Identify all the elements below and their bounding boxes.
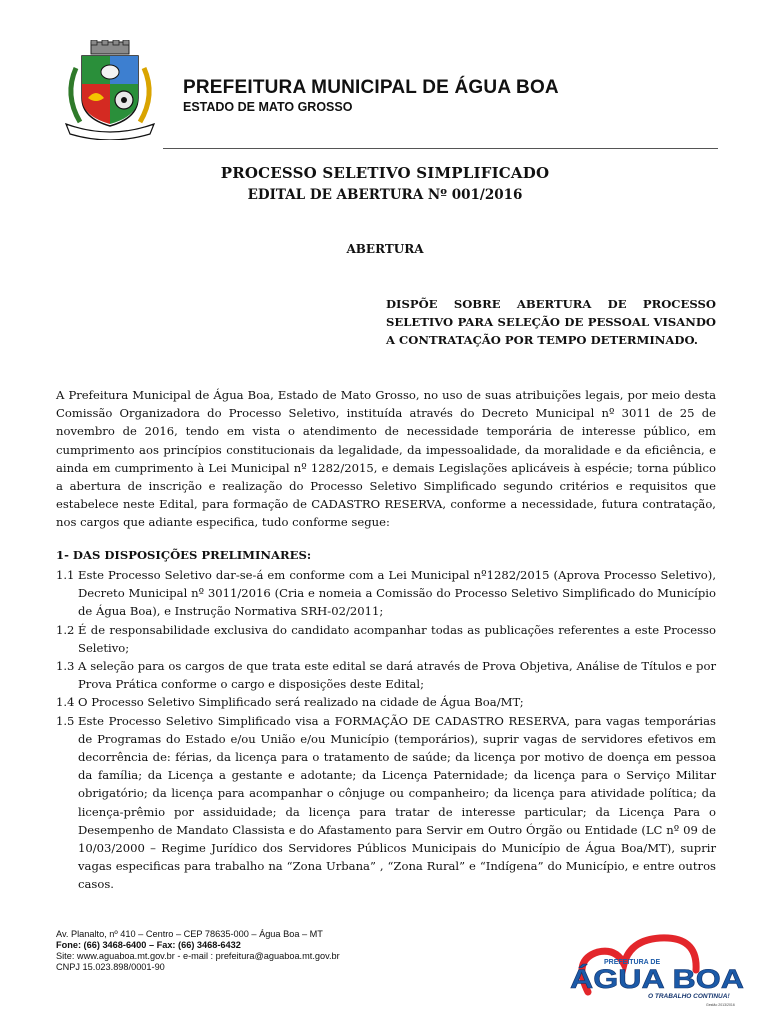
agua-boa-logo (568, 930, 748, 1012)
logo-caption: PREFEITURA DE (604, 959, 661, 966)
municipal-coat-of-arms-icon (58, 40, 162, 140)
list-item (56, 712, 716, 894)
item-text: A seleção para os cargos de que trata este edital se dará através de Prova Objetiva, Análise de Títulos e por Prova Prática conforme o cargo e disposições deste Edital; (78, 659, 716, 692)
ementa-word: DISPÕE (386, 297, 438, 311)
ementa-word: PROCESSO (642, 297, 716, 311)
footer-phone: Fone: (66) 3468-6400 – Fax: (66) 3468-6432 (56, 940, 241, 950)
section-1-title: 1- DAS DISPOSIÇÕES PRELIMINARES: (56, 548, 312, 562)
document-title: PROCESSO SELETIVO SIMPLIFICADO (220, 164, 550, 182)
item-text: Este Processo Seletivo dar-se-á em conforme com a Lei Municipal nº1282/2015 (Aprova Processo Seletivo), Decreto Municipal nº 3011/2016 (Cria e nomeia a Comissão do Processo Seletivo Simplificado do Município de Água Boa), e Instrução Normativa SRH-02/2011; (78, 568, 716, 619)
item-text: É de responsabilidade exclusiva do candidato acompanhar todas as publicações referentes a este Processo Seletivo; (78, 622, 716, 655)
logo-slogan: O TRABALHO CONTINUA! (648, 993, 730, 1000)
footer-site-email: Site: www.aguaboa.mt.gov.br - e-mail : prefeitura@aguaboa.mt.gov.br (56, 951, 340, 961)
item-text: O Processo Seletivo Simplificado será realizado na cidade de Água Boa/MT; (78, 695, 524, 710)
state-subtitle: ESTADO DE MATO GROSSO (183, 100, 353, 114)
intro-paragraph: A Prefeitura Municipal de Água Boa, Estado de Mato Grosso, no uso de suas atribuições legais, por meio desta Comissão Organizadora do Processo Seletivo, instituída através do Decreto Municipal nº 3011 de 25 de novembro de 2016, tendo em vista o atendimento de necessidade temporária de interesse público, em cumprimento aos princípios constitucionais da legalidade, da impessoalidade, da moralidade e da eficiência, e ainda em cumprimento à Lei Municipal nº 1282/2015, e demais Legislações aplicáveis à espécie; torna público a abertura de inscrição e realização do Processo Seletivo Simplificado segundo critérios e requisitos que estabelece neste Edital, para formação de CADASTRO RESERVA, conforme a necessidade, futura contratação, nos cargos que adiante especifica, tudo conforme segue: (56, 388, 716, 530)
list-item (56, 657, 716, 693)
list-item (56, 693, 716, 711)
ementa-word: ABERTURA (516, 297, 592, 311)
item-number: 1.1 (56, 568, 75, 582)
ementa-word: DE (607, 297, 627, 311)
ementa-rest: SELETIVO PARA SELEÇÃO DE PESSOAL VISANDO A CONTRATAÇÃO POR TEMPO DETERMINADO. (386, 315, 716, 348)
logo-years: Gestão 2013/2016 (706, 1003, 735, 1007)
header-divider (163, 148, 718, 149)
footer-address: Av. Planalto, nº 410 – Centro – CEP 78635-000 – Água Boa – MT (56, 929, 323, 939)
list-item (56, 566, 716, 621)
ementa-word: SOBRE (453, 297, 501, 311)
section-heading: ABERTURA (346, 242, 424, 256)
logo-name: ÁGUA BOA (570, 964, 716, 994)
municipality-title: PREFEITURA MUNICIPAL DE ÁGUA BOA (183, 77, 559, 98)
section-1-items (56, 566, 716, 894)
item-number: 1.3 (56, 659, 75, 674)
item-text: Este Processo Seletivo Simplificado visa a FORMAÇÃO DE CADASTRO RESERVA, para vagas temporárias de Programas do Estado e/ou União e/ou Município (temporários), suprir vagas de servidores efetivos em decorrência de: férias, da licença para o tratamento de saúde; da licença por motivo de doença em pessoa da família; da Licença a gestante e adotante; da Licença Paternidade; da licença para o Serviço Militar obrigatório; da licença para acompanhar o cônjuge ou companheiro; da licença para atividade política; da licença-prêmio por assiduidade; da licença para tratar de interesse particular; da Licença Para o Desempenho de Mandato Classista e do Afastamento para Servir em Outro Órgão ou Entidade (LC nº 09 de 10/03/2000 – Regime Jurídico dos Servidores Públicos Municipais do Município de Água Boa/MT), suprir vagas especificas para trabalho na “Zona Urbana” , “Zona Rural” e “Indígena” do Município, e entre outros casos. (78, 713, 716, 892)
ementa-first-line (386, 295, 716, 313)
footer-cnpj: CNPJ 15.023.898/0001-90 (56, 962, 165, 972)
item-number: 1.5 (56, 713, 75, 728)
list-item (56, 621, 716, 657)
footer-contact (56, 929, 340, 973)
ementa-block (386, 295, 716, 350)
item-number: 1.4 (56, 695, 75, 710)
edital-number: EDITAL DE ABERTURA Nº 001/2016 (247, 187, 523, 203)
item-number: 1.2 (56, 622, 75, 637)
